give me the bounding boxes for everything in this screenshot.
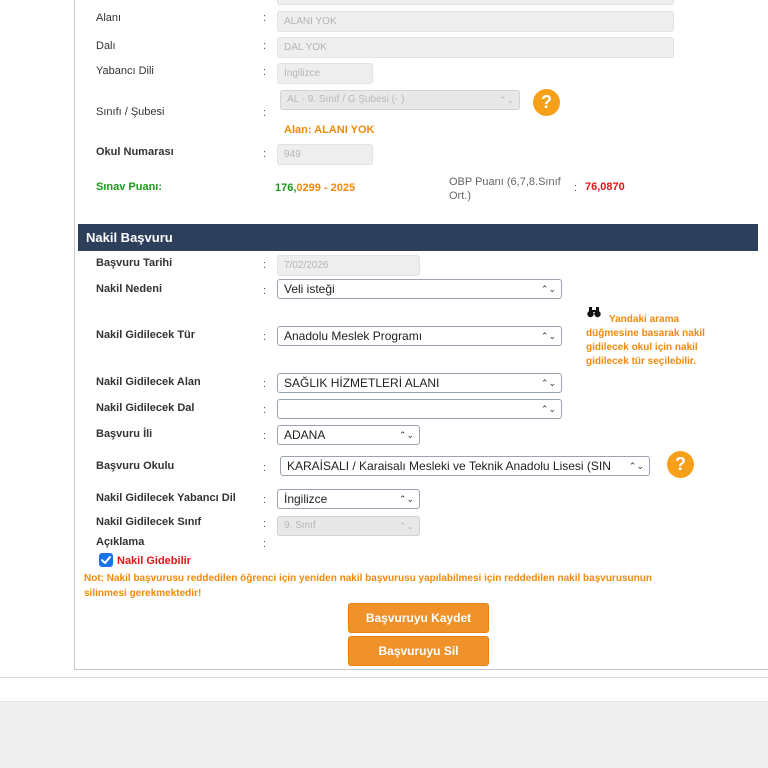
sinif-label: Sınıfı / Şubesi [96, 106, 165, 118]
delete-application-button[interactable]: Başvuruyu Sil [348, 636, 489, 666]
colon: : [263, 494, 267, 506]
help-icon[interactable]: ? [667, 451, 694, 478]
colon: : [574, 182, 578, 194]
nakil-gidebilir-label[interactable]: Nakil Gidebilir [117, 555, 191, 567]
basvuru-tarihi-label: Başvuru Tarihi [96, 257, 173, 269]
chevron-updown-icon: ⌃⌄ [540, 378, 556, 388]
chevron-updown-icon: ⌃⌄ [540, 284, 556, 294]
gidilecek-tur-select[interactable] [277, 326, 562, 346]
gidilecek-dal-label: Nakil Gidilecek Dal [96, 402, 195, 414]
gidilecek-dil-value: İngilizce [284, 492, 328, 506]
colon: : [263, 378, 267, 390]
colon: : [263, 66, 267, 78]
dal-field: DAL YOK [277, 37, 674, 58]
search-hint [586, 313, 756, 369]
gidilecek-alan-label: Nakil Gidilecek Alan [96, 376, 201, 388]
chevron-updown-icon: ⌃⌄ [540, 331, 556, 341]
sinav-puani-score: 176, [275, 182, 297, 194]
note-line: Not: Nakil başvurusu reddedilen öğrenci için yeniden nakil başvurusu yapılabilmesi için reddedilen nakil başvurusunun [84, 573, 652, 584]
top-cut-field [277, 0, 674, 5]
gidilecek-alan-select[interactable] [277, 373, 562, 393]
basvuru-tarihi-field: 7/02/2026 [277, 255, 420, 276]
colon: : [263, 331, 267, 343]
nakil-basvuru-header: Nakil Başvuru [78, 224, 758, 251]
gidilecek-dil-label: Nakil Gidilecek Yabancı Dil [96, 492, 236, 504]
colon: : [263, 538, 267, 550]
colon: : [263, 285, 267, 297]
obp-label-line1: OBP Puanı (6,7,8.Sınıf [449, 176, 561, 188]
nakil-nedeni-value: Veli isteği [284, 282, 335, 296]
sinif-select [280, 90, 520, 110]
basvuru-okulu-value: KARAİSALI / Karaisalı Mesleki ve Teknik Anadolu Lisesi (SIN [287, 459, 611, 473]
basvuru-okulu-select[interactable] [280, 456, 650, 476]
help-icon[interactable]: ? [533, 89, 560, 116]
basvuru-ili-value: ADANA [284, 428, 326, 442]
colon: : [263, 107, 267, 119]
okul-no-field: 949 [277, 144, 373, 165]
colon: : [263, 462, 267, 474]
colon: : [263, 148, 267, 160]
chevron-updown-icon: ⌃⌄ [398, 494, 414, 504]
colon: : [263, 404, 267, 416]
nakil-nedeni-label: Nakil Nedeni [96, 283, 163, 295]
okul-no-label: Okul Numarası [96, 146, 174, 158]
gidilecek-tur-value: Anadolu Meslek Programı [284, 329, 423, 343]
search-hint-line: düğmesine basarak nakil [586, 328, 705, 339]
chevron-updown-icon: ⌃⌄ [398, 521, 414, 531]
colon: : [263, 518, 267, 530]
dal-label: Dalı [96, 40, 116, 52]
search-hint-line: gidilecek okul için nakil [586, 342, 698, 353]
chevron-updown-icon: ⌃⌄ [628, 461, 644, 471]
nakil-nedeni-select[interactable] [277, 279, 562, 299]
gidilecek-dal-select[interactable] [277, 399, 562, 419]
gidilecek-dil-select[interactable] [277, 489, 420, 509]
colon: : [263, 12, 267, 24]
gidilecek-alan-value: SAĞLIK HİZMETLERİ ALANI [284, 376, 440, 390]
alan-label: Alanı [96, 12, 122, 24]
basvuru-ili-label: Başvuru İli [96, 428, 153, 440]
basvuru-okulu-label: Başvuru Okulu [96, 460, 175, 472]
note-text [84, 571, 764, 601]
alan-note: Alan: ALANI YOK [284, 124, 375, 136]
search-hint-line: gidilecek tür seçilebilir. [586, 356, 697, 367]
obp-label-line2: Ort.) [449, 190, 471, 202]
gidilecek-sinif-select [277, 516, 420, 536]
sinav-puani-suffix: 0299 - 2025 [296, 182, 356, 194]
sinav-puani-value [275, 182, 355, 194]
chevron-updown-icon: ⌃⌄ [498, 95, 514, 105]
colon: : [263, 430, 267, 442]
alan-field: ALANI YOK [277, 11, 674, 32]
yabanci-dil-field: İngilizce [277, 63, 373, 84]
check-icon [99, 553, 113, 567]
chevron-updown-icon: ⌃⌄ [540, 404, 556, 414]
page-footer [0, 701, 768, 768]
gidilecek-sinif-label: Nakil Gidilecek Sınıf [96, 516, 202, 528]
gidilecek-tur-label: Nakil Gidilecek Tür [96, 329, 196, 341]
basvuru-ili-select[interactable] [277, 425, 420, 445]
obp-value: 76,0870 [585, 181, 625, 193]
nakil-gidebilir-checkbox[interactable] [99, 553, 113, 567]
yabanci-dil-label: Yabancı Dili [96, 65, 154, 77]
sinav-puani-label: Sınav Puanı: [96, 181, 163, 193]
divider [0, 677, 768, 678]
aciklama-label: Açıklama [96, 536, 145, 548]
save-application-button[interactable]: Başvuruyu Kaydet [348, 603, 489, 633]
colon: : [263, 259, 267, 271]
note-line: silinmesi gerekmektedir! [84, 588, 202, 599]
obp-label [449, 175, 561, 203]
sinif-value: AL - 9. Sınıf / G Şubesi (- ) [287, 94, 405, 105]
colon: : [263, 40, 267, 52]
chevron-updown-icon: ⌃⌄ [398, 430, 414, 440]
gidilecek-sinif-value: 9. Sınıf [284, 520, 316, 531]
search-hint-line: Yandaki arama [609, 314, 680, 325]
